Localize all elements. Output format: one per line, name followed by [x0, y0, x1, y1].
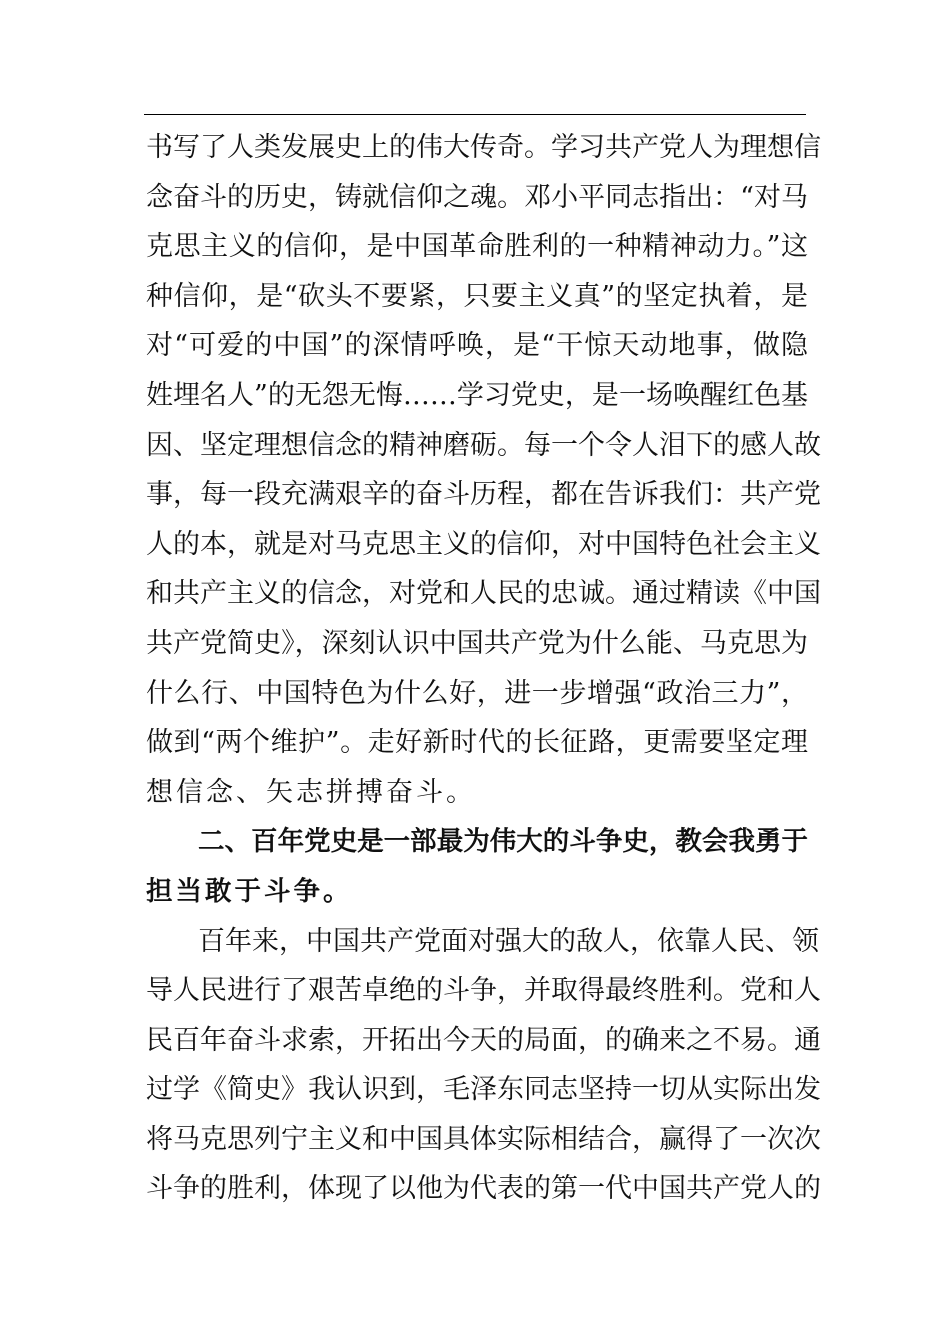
- text-line: 民百年奋斗求索，开拓出今天的局面，的确来之不易。通: [146, 1024, 821, 1056]
- text-line: 将马克思列宁主义和中国具体实际相结合，赢得了一次次: [146, 1123, 821, 1155]
- text-line: 过学《简史》我认识到，毛泽东同志坚持一切从实际出发: [146, 1074, 821, 1106]
- text-line: 和共产主义的信念，对党和人民的忠诚。通过精读《中国: [146, 578, 821, 610]
- text-line: 导人民进行了艰苦卓绝的斗争，并取得最终胜利。党和人: [146, 975, 821, 1007]
- heading-line: 担当敢于斗争。: [146, 875, 353, 907]
- text-line: 因、坚定理想信念的精神磨砺。每一个令人泪下的感人故: [146, 429, 821, 461]
- paragraph-1: [146, 123, 821, 817]
- text-line: 斗争的胜利，体现了以他为代表的第一代中国共产党人的: [146, 1173, 821, 1205]
- header-rule: [144, 114, 806, 115]
- heading-line: 二、百年党史是一部最为伟大的斗争史，教会我勇于: [198, 826, 808, 858]
- paragraph-2: [146, 917, 821, 1215]
- text-line: 人的本，就是对马克思主义的信仰，对中国特色社会主义: [146, 528, 821, 560]
- text-line: 什么行、中国特色为什么好，进一步增强“政治三力”，: [146, 677, 808, 709]
- section-heading-2: [146, 817, 808, 916]
- text-line: 克思主义的信仰，是中国革命胜利的一种精神动力。”这: [146, 231, 808, 263]
- text-line: 书写了人类发展史上的伟大传奇。学习共产党人为理想信: [146, 132, 821, 163]
- text-line: 想信念、矢志拼搏奋斗。: [146, 776, 476, 808]
- text-line: 事，每一段充满艰辛的奋斗历程，都在告诉我们：共产党: [146, 479, 821, 511]
- text-line: 百年来，中国共产党面对强大的敌人，依靠人民、领: [198, 925, 819, 957]
- text-line: 对“可爱的中国”的深情呼唤，是“干惊天动地事，做隐: [146, 330, 808, 362]
- text-line: 共产党简史》，深刻认识中国共产党为什么能、马克思为: [146, 627, 808, 659]
- document-body: [146, 123, 821, 1214]
- text-line: 姓埋名人”的无怨无悔……学习党史，是一场唤醒红色基: [146, 379, 808, 411]
- text-line: 做到“两个维护”。走好新时代的长征路，更需要坚定理: [146, 727, 808, 759]
- text-line: 种信仰，是“砍头不要紧，只要主义真”的坚定执着，是: [146, 280, 808, 312]
- text-line: 念奋斗的历史，铸就信仰之魂。邓小平同志指出：“对马: [146, 181, 808, 213]
